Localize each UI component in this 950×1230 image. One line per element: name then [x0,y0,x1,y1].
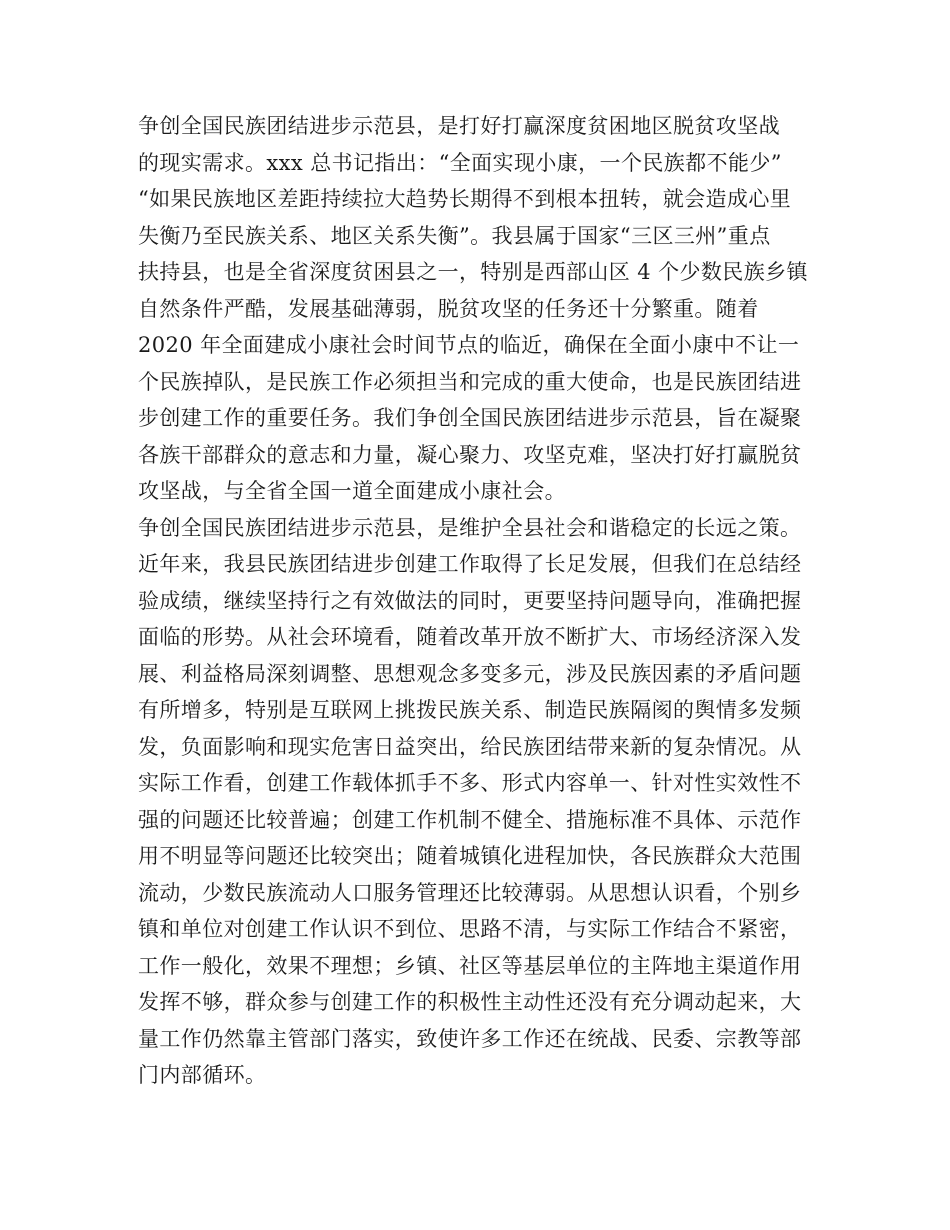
text-line: 2020 年全面建成小康社会时间节点的临近，确保在全面小康中不让一 [138,333,800,357]
text-line: 有所增多，特别是互联网上挑拨民族关系、制造民族隔阂的舆情多发频 [138,698,802,722]
text-line: 的现实需求。xxx 总书记指出：“全面实现小康，一个民族都不能少” [138,150,782,175]
text-line: 展、利益格局深刻调整、思想观念多变多元，涉及民族因素的矛盾问题 [138,661,802,686]
text-line: 争创全国民族团结进步示范县，是打好打赢深度贫困地区脱贫攻坚战 [138,114,780,138]
text-line: 各族干部群众的意志和力量，凝心聚力、攻坚克难，坚决打好打赢脱贫 [138,442,802,467]
paragraph [138,108,828,510]
text-line: 工作一般化，效果不理想；乡镇、社区等基层单位的主阵地主渠道作用 [138,953,802,978]
text-line: 用不明显等问题还比较突出；随着城镇化进程加快，各民族群众大范围 [138,844,802,868]
text-line: 扶持县，也是全省深度贫困县之一，特别是西部山区 4 个少数民族乡镇 [138,260,808,284]
text-line: 强的问题还比较普遍；创建工作机制不健全、措施标准不具体、示范作 [138,807,802,832]
text-line: 发挥不够，群众参与创建工作的积极性主动性还没有充分调动起来，大 [138,990,802,1014]
document-body [138,108,828,1094]
text-line: 近年来，我县民族团结进步创建工作取得了长足发展，但我们在总结经 [138,552,802,576]
text-line: 流动，少数民族流动人口服务管理还比较薄弱。从思想认识看，个别乡 [138,880,802,905]
text-line: “如果民族地区差距持续拉大趋势长期得不到根本扭转，就会造成心里 [138,187,792,211]
text-line: 自然条件严酷，发展基础薄弱，脱贫攻坚的任务还十分繁重。随着 [138,296,759,321]
text-line: 面临的形势。从社会环境看，随着改革开放不断扩大、市场经济深入发 [138,625,802,649]
text-line: 量工作仍然靠主管部门落实，致使许多工作还在统战、民委、宗教等部 [138,1026,802,1051]
text-line: 步创建工作的重要任务。我们争创全国民族团结进步示范县，旨在凝聚 [138,406,802,430]
text-line: 失衡乃至民族关系、地区关系失衡”。我县属于国家“三区三州”重点 [138,223,771,248]
text-line: 门内部循环。 [138,1063,267,1087]
text-line: 个民族掉队，是民族工作必须担当和完成的重大使命，也是民族团结进 [138,369,802,394]
text-line: 攻坚战，与全省全国一道全面建成小康社会。 [138,479,566,503]
text-line: 镇和单位对创建工作认识不到位、思路不清，与实际工作结合不紧密， [138,917,802,941]
text-line: 争创全国民族团结进步示范县，是维护全县社会和谐稳定的长远之策。 [138,515,802,540]
paragraph [138,510,828,1094]
text-line: 验成绩，继续坚持行之有效做法的同时，更要坚持问题导向，准确把握 [138,588,802,613]
text-line: 发，负面影响和现实危害日益突出，给民族团结带来新的复杂情况。从 [138,734,802,759]
text-line: 实际工作看，创建工作载体抓手不多、形式内容单一、针对性实效性不 [138,771,802,795]
